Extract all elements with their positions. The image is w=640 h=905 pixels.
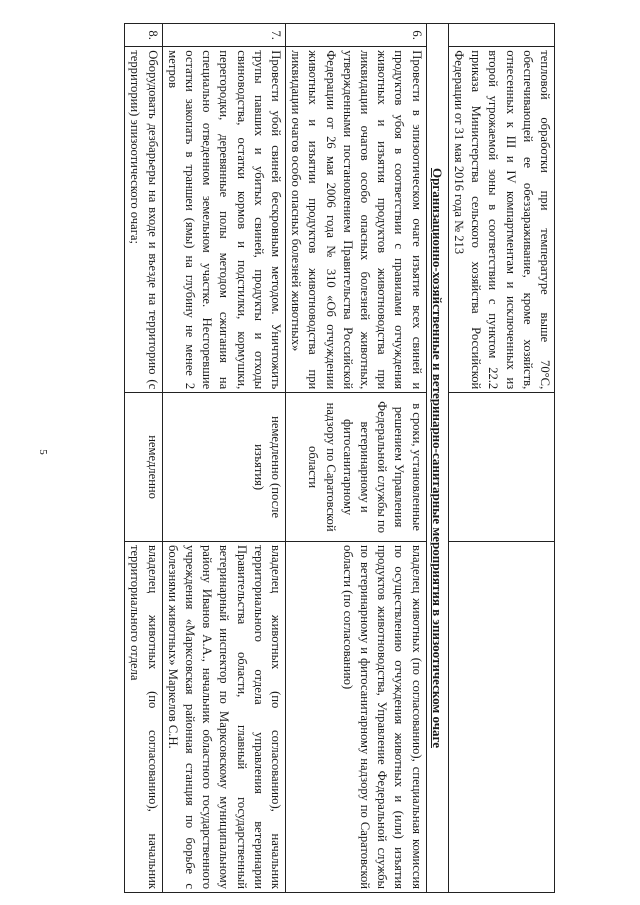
- deadline-cell: немедленно: [125, 393, 162, 542]
- responsible-cell: [448, 541, 554, 892]
- measures-table: [124, 23, 555, 893]
- section-title: Организационно-хозяйственные и ветеринарно-санитарные мероприятия в эпизоотическом очаге: [426, 24, 448, 893]
- deadline-cell: [448, 393, 554, 542]
- responsible-cell: владелец животных (по согласованию), начальник территориального отдела управления ветеринарии Правительства области, главный государственный ветеринарный инспектор по Марксовскому муниципальному району Иванов А.А., начальник областного государственного учреждения «Марксовская районная станция по борьбе с болезнями животных» Маркелов С.Н.: [162, 541, 285, 892]
- table-row: [285, 24, 426, 893]
- section-header-row: [426, 24, 448, 893]
- responsible-cell: владелец животных (по согласованию), начальник территориального отдела: [125, 541, 162, 892]
- table-row: [162, 24, 285, 893]
- table-row: [448, 24, 554, 893]
- action-cell: тепловой обработки при температуре выше 70°С, обеспечивающей ее обеззараживание, кроме хозяйств, отнесенных к III и IV компартментам и исключенных из второй угрожаемой зоны в соответствии с пунктом 22.2 приказа Министерства сельского хозяйства Российской Федерации от 31 мая 2016 года № 213: [448, 47, 554, 393]
- row-number: 7.: [162, 24, 285, 47]
- action-cell: Провести в эпизоотическом очаге изъятие всех свиней и продуктов убоя в соответствии с правилами отчуждения животных и изъятия продуктов животноводства при ликвидации очагов особо опасных болезней животных, утвержденными постановлением Правительства Российской Федерации от 26 мая 2006 года № 310 «Об отчуждении животных и изъятии продуктов животноводства при ликвидации очагов особо опасных болезней животных»: [285, 47, 426, 393]
- responsible-cell: владелец животных (по согласованию), специальная комиссия по осуществлению отчуждения животных и (или) изъятия продуктов животноводства, Управление Федеральной службы по ветеринарному и фитосанитарному надзору по Саратовской области (по согласованию): [285, 541, 426, 892]
- action-cell: Провести убой свиней бескровным методом. Уничтожить трупы павших и убитых свиней, продукты и отходы свиноводства, остатки кормов и подстилки, кормушки, перегородки, деревянные полы методом сжигания на специально отведенном земельном участке. Несгоревшие остатки закопать в траншеи (ямы) на глубину не менее 2 метров: [162, 47, 285, 393]
- deadline-cell: в сроки, установленные решением Управления Федеральной службы по ветеринарному и фитосанитарному надзору по Саратовской области: [285, 393, 426, 542]
- deadline-cell: немедленно (после изъятия): [162, 393, 285, 542]
- page-number: 5: [36, 449, 49, 455]
- action-cell: Оборудовать дезбарьеры на входе и въезде на территорию (с территории) эпизоотического очага;: [125, 47, 162, 393]
- table-row: [125, 24, 162, 893]
- row-number: 8.: [125, 24, 162, 47]
- row-number: [448, 24, 554, 47]
- row-number: 6.: [285, 24, 426, 47]
